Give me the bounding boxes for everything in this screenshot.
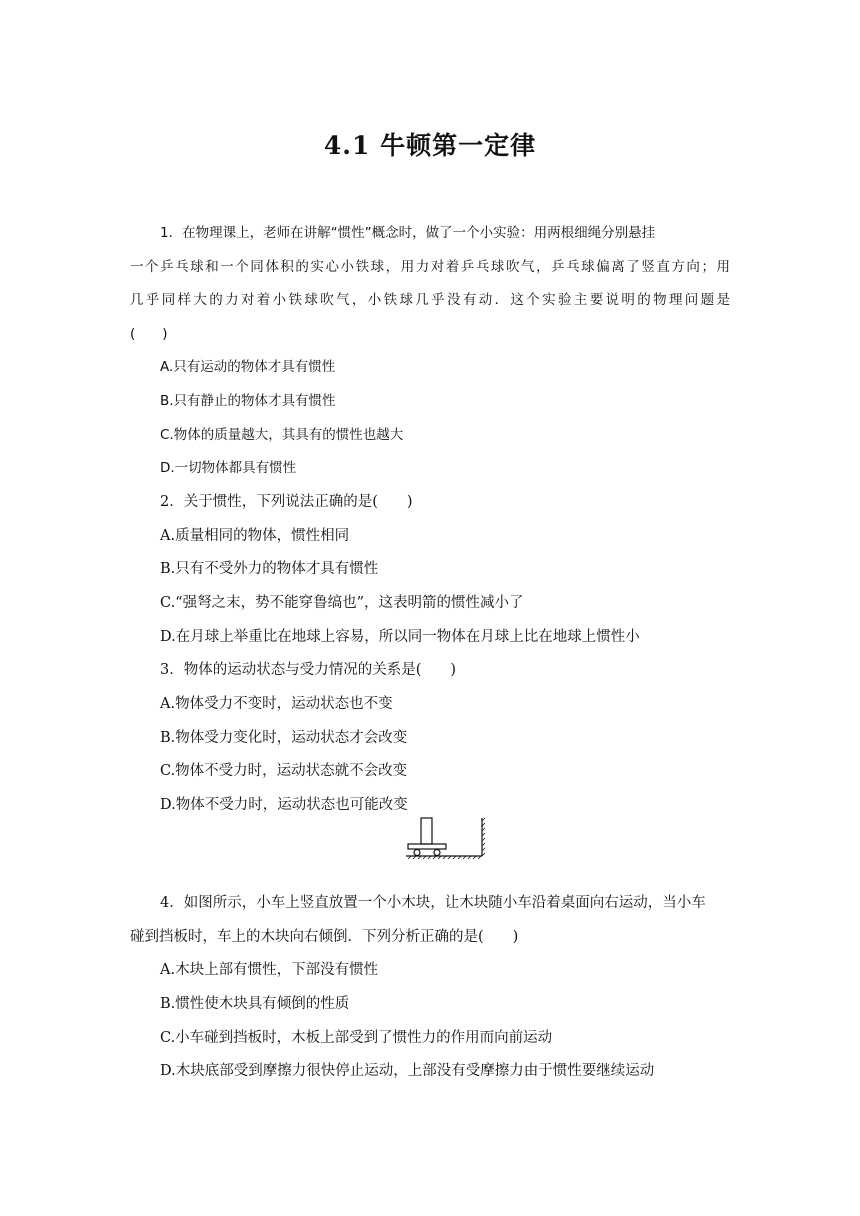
question-4-option-b: B.惯性使木块具有倾倒的性质 <box>160 996 350 1012</box>
question-1-line-1: 1．在物理课上，老师在讲解“惯性”概念时，做了一个小实验：用两根细绳分别悬挂 <box>160 225 656 241</box>
cart-wheel-left <box>414 850 420 856</box>
question-1-option-b: B.只有静止的物体才具有惯性 <box>160 393 336 409</box>
question-3-option-c: C.物体不受力时，运动状态就不会改变 <box>160 763 408 779</box>
cart-wheel-right <box>434 850 440 856</box>
question-1-line-2: 一个乒乓球和一个同体积的实心小铁球，用力对着乒乓球吹气，乒乓球偏离了竖直方向；用 <box>130 259 730 275</box>
cart-body <box>408 844 446 849</box>
question-1-option-d: D.一切物体都具有惯性 <box>160 460 297 476</box>
question-1-line-3: 几乎同样大的力对着小铁球吹气，小铁球几乎没有动．这个实验主要说明的物理问题是 <box>130 292 730 308</box>
question-3-line-1: 3．物体的运动状态与受力情况的关系是( ) <box>160 662 457 678</box>
question-1-line-4: ( ) <box>130 326 168 342</box>
question-2-option-c: C.“强弩之末，势不能穿鲁缟也”，这表明箭的惯性减小了 <box>160 595 524 611</box>
question-2-option-b: B.只有不受外力的物体才具有惯性 <box>160 561 379 577</box>
question-2-option-d: D.在月球上举重比在地球上容易，所以同一物体在月球上比在地球上惯性小 <box>160 629 640 645</box>
question-4-option-c: C.小车碰到挡板时，木板上部受到了惯性力的作用而向前运动 <box>160 1030 553 1046</box>
page-title: 4.1 牛顿第一定律 <box>323 131 537 160</box>
question-3-option-b: B.物体受力变化时，运动状态才会改变 <box>160 730 408 746</box>
cart-block-wall-figure <box>404 814 488 862</box>
question-2-line-1: 2．关于惯性，下列说法正确的是( ) <box>160 494 413 510</box>
floor <box>406 856 482 859</box>
question-4-option-d: D.木块底部受到摩擦力很快停止运动，上部没有受摩擦力由于惯性要继续运动 <box>160 1063 655 1079</box>
question-1-option-a: A.只有运动的物体才具有惯性 <box>160 359 336 375</box>
question-3-option-d: D.物体不受力时，运动状态也可能改变 <box>160 797 408 813</box>
wood-block <box>421 818 432 844</box>
question-1-option-c: C.物体的质量越大，其具有的惯性也越大 <box>160 427 404 443</box>
wall-barrier <box>482 818 485 856</box>
question-4-line-2: 碰到挡板时，车上的木块向右倾倒．下列分析正确的是( ) <box>130 929 519 945</box>
question-3-option-a: A.物体受力不变时，运动状态也不变 <box>160 696 393 712</box>
question-4-line-1: 4．如图所示，小车上竖直放置一个小木块，让木块随小车沿着桌面向右运动，当小车 <box>160 895 706 911</box>
question-4-option-a: A.木块上部有惯性，下部没有惯性 <box>160 962 379 978</box>
question-2-option-a: A.质量相同的物体，惯性相同 <box>160 528 350 544</box>
